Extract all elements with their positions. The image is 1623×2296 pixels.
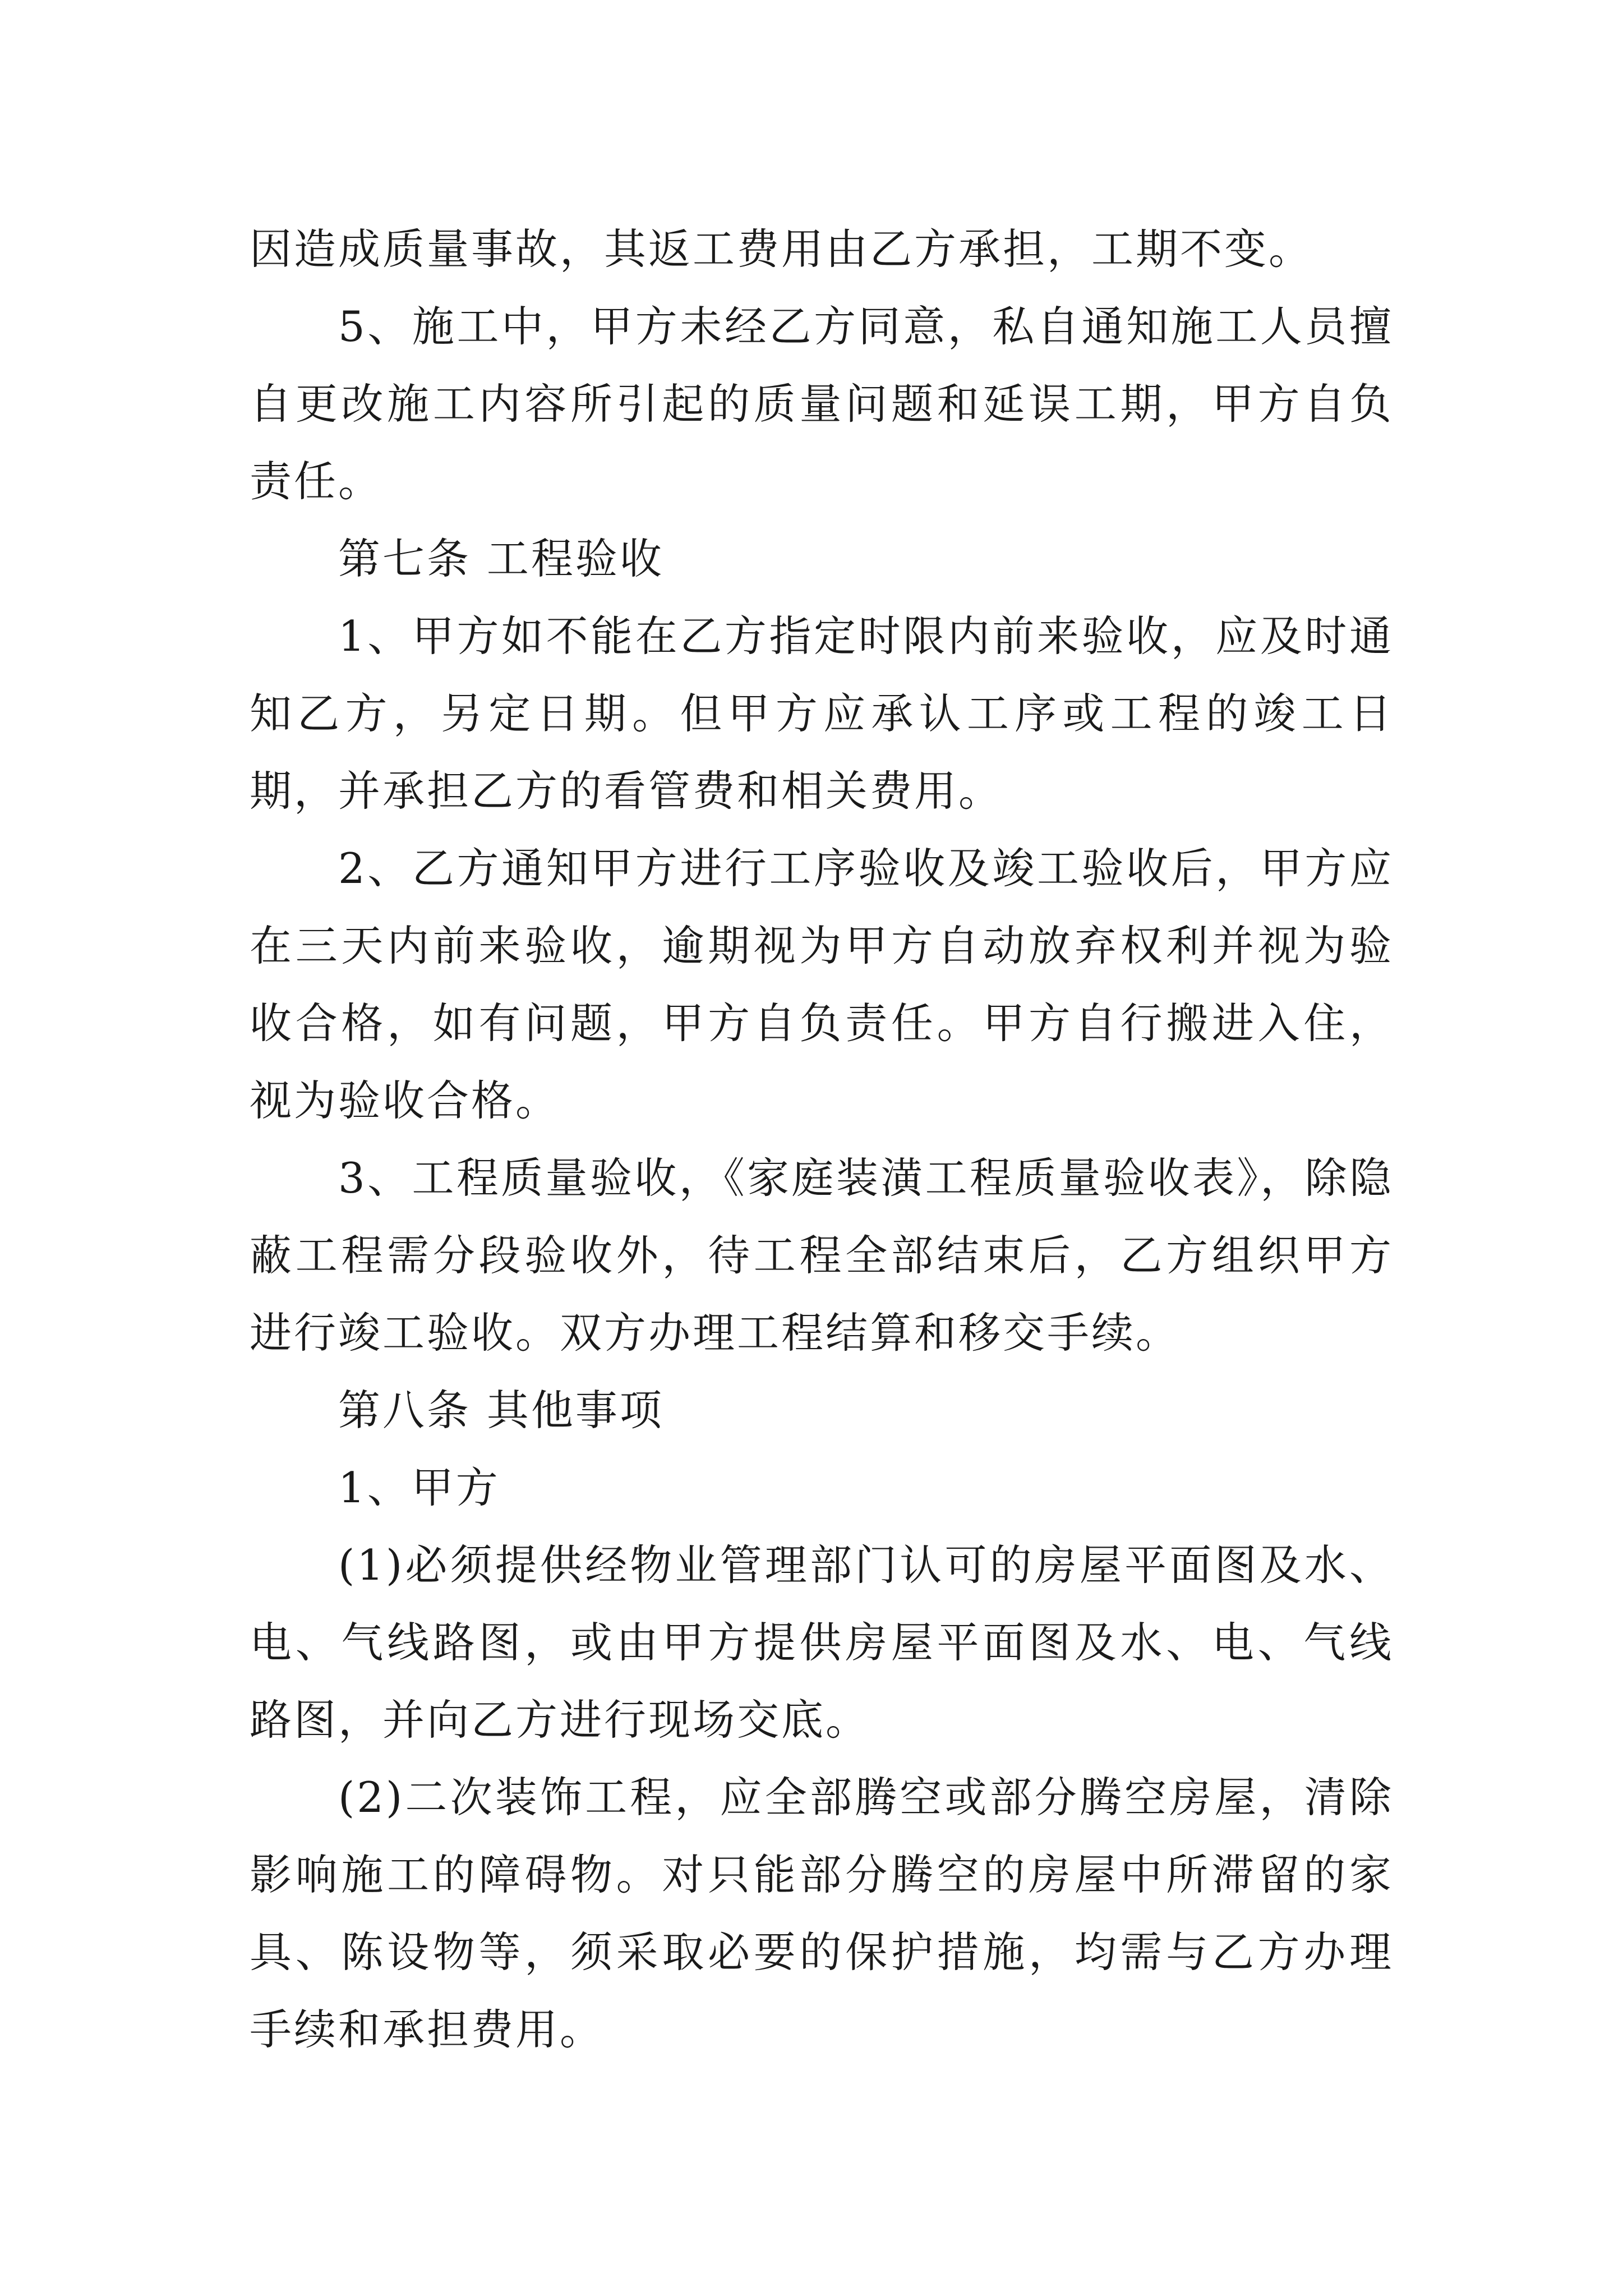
paragraph-party-a-item-1: (1)必须提供经物业管理部门认可的房屋平面图及水、电、气线路图，或由甲方提供房屋平面图及水、电、气线路图，并向乙方进行现场交底。 [250,1540,1394,1745]
paragraph-acceptance-item-1: 1、甲方如不能在乙方指定时限内前来验收，应及时通知乙方，另定日期。但甲方应承认工序或工程的竣工日期，并承担乙方的看管费和相关费用。 [250,611,1394,816]
document-body [250,210,1394,2068]
paragraph-continuation: 因造成质量事故，其返工费用由乙方承担，工期不变。 [250,224,1313,274]
subheading-party-a: 1、甲方 [338,1463,500,1512]
paragraph-acceptance-item-3: 3、工程质量验收，《家庭装潢工程质量验收表》，除隐蔽工程需分段验收外，待工程全部结束后，乙方组织甲方进行竣工验收。双方办理工程结算和移交手续。 [250,1153,1394,1358]
section-heading-article-8: 第八条 其他事项 [338,1386,664,1435]
section-heading-article-7: 第七条 工程验收 [338,534,664,583]
paragraph-party-a-item-2: (2)二次装饰工程，应全部腾空或部分腾空房屋，清除影响施工的障碍物。对只能部分腾空的房屋中所滞留的家具、陈设物等，须采取必要的保护措施，均需与乙方办理手续和承担费用。 [250,1773,1394,2054]
paragraph-acceptance-item-2: 2、乙方通知甲方进行工序验收及竣工验收后，甲方应在三天内前来验收，逾期视为甲方自动放弃权利并视为验收合格，如有问题，甲方自负责任。甲方自行搬进入住，视为验收合格。 [250,844,1394,1125]
paragraph-item-5: 5、施工中，甲方未经乙方同意，私自通知施工人员擅自更改施工内容所引起的质量问题和延误工期，甲方自负责任。 [250,302,1394,506]
